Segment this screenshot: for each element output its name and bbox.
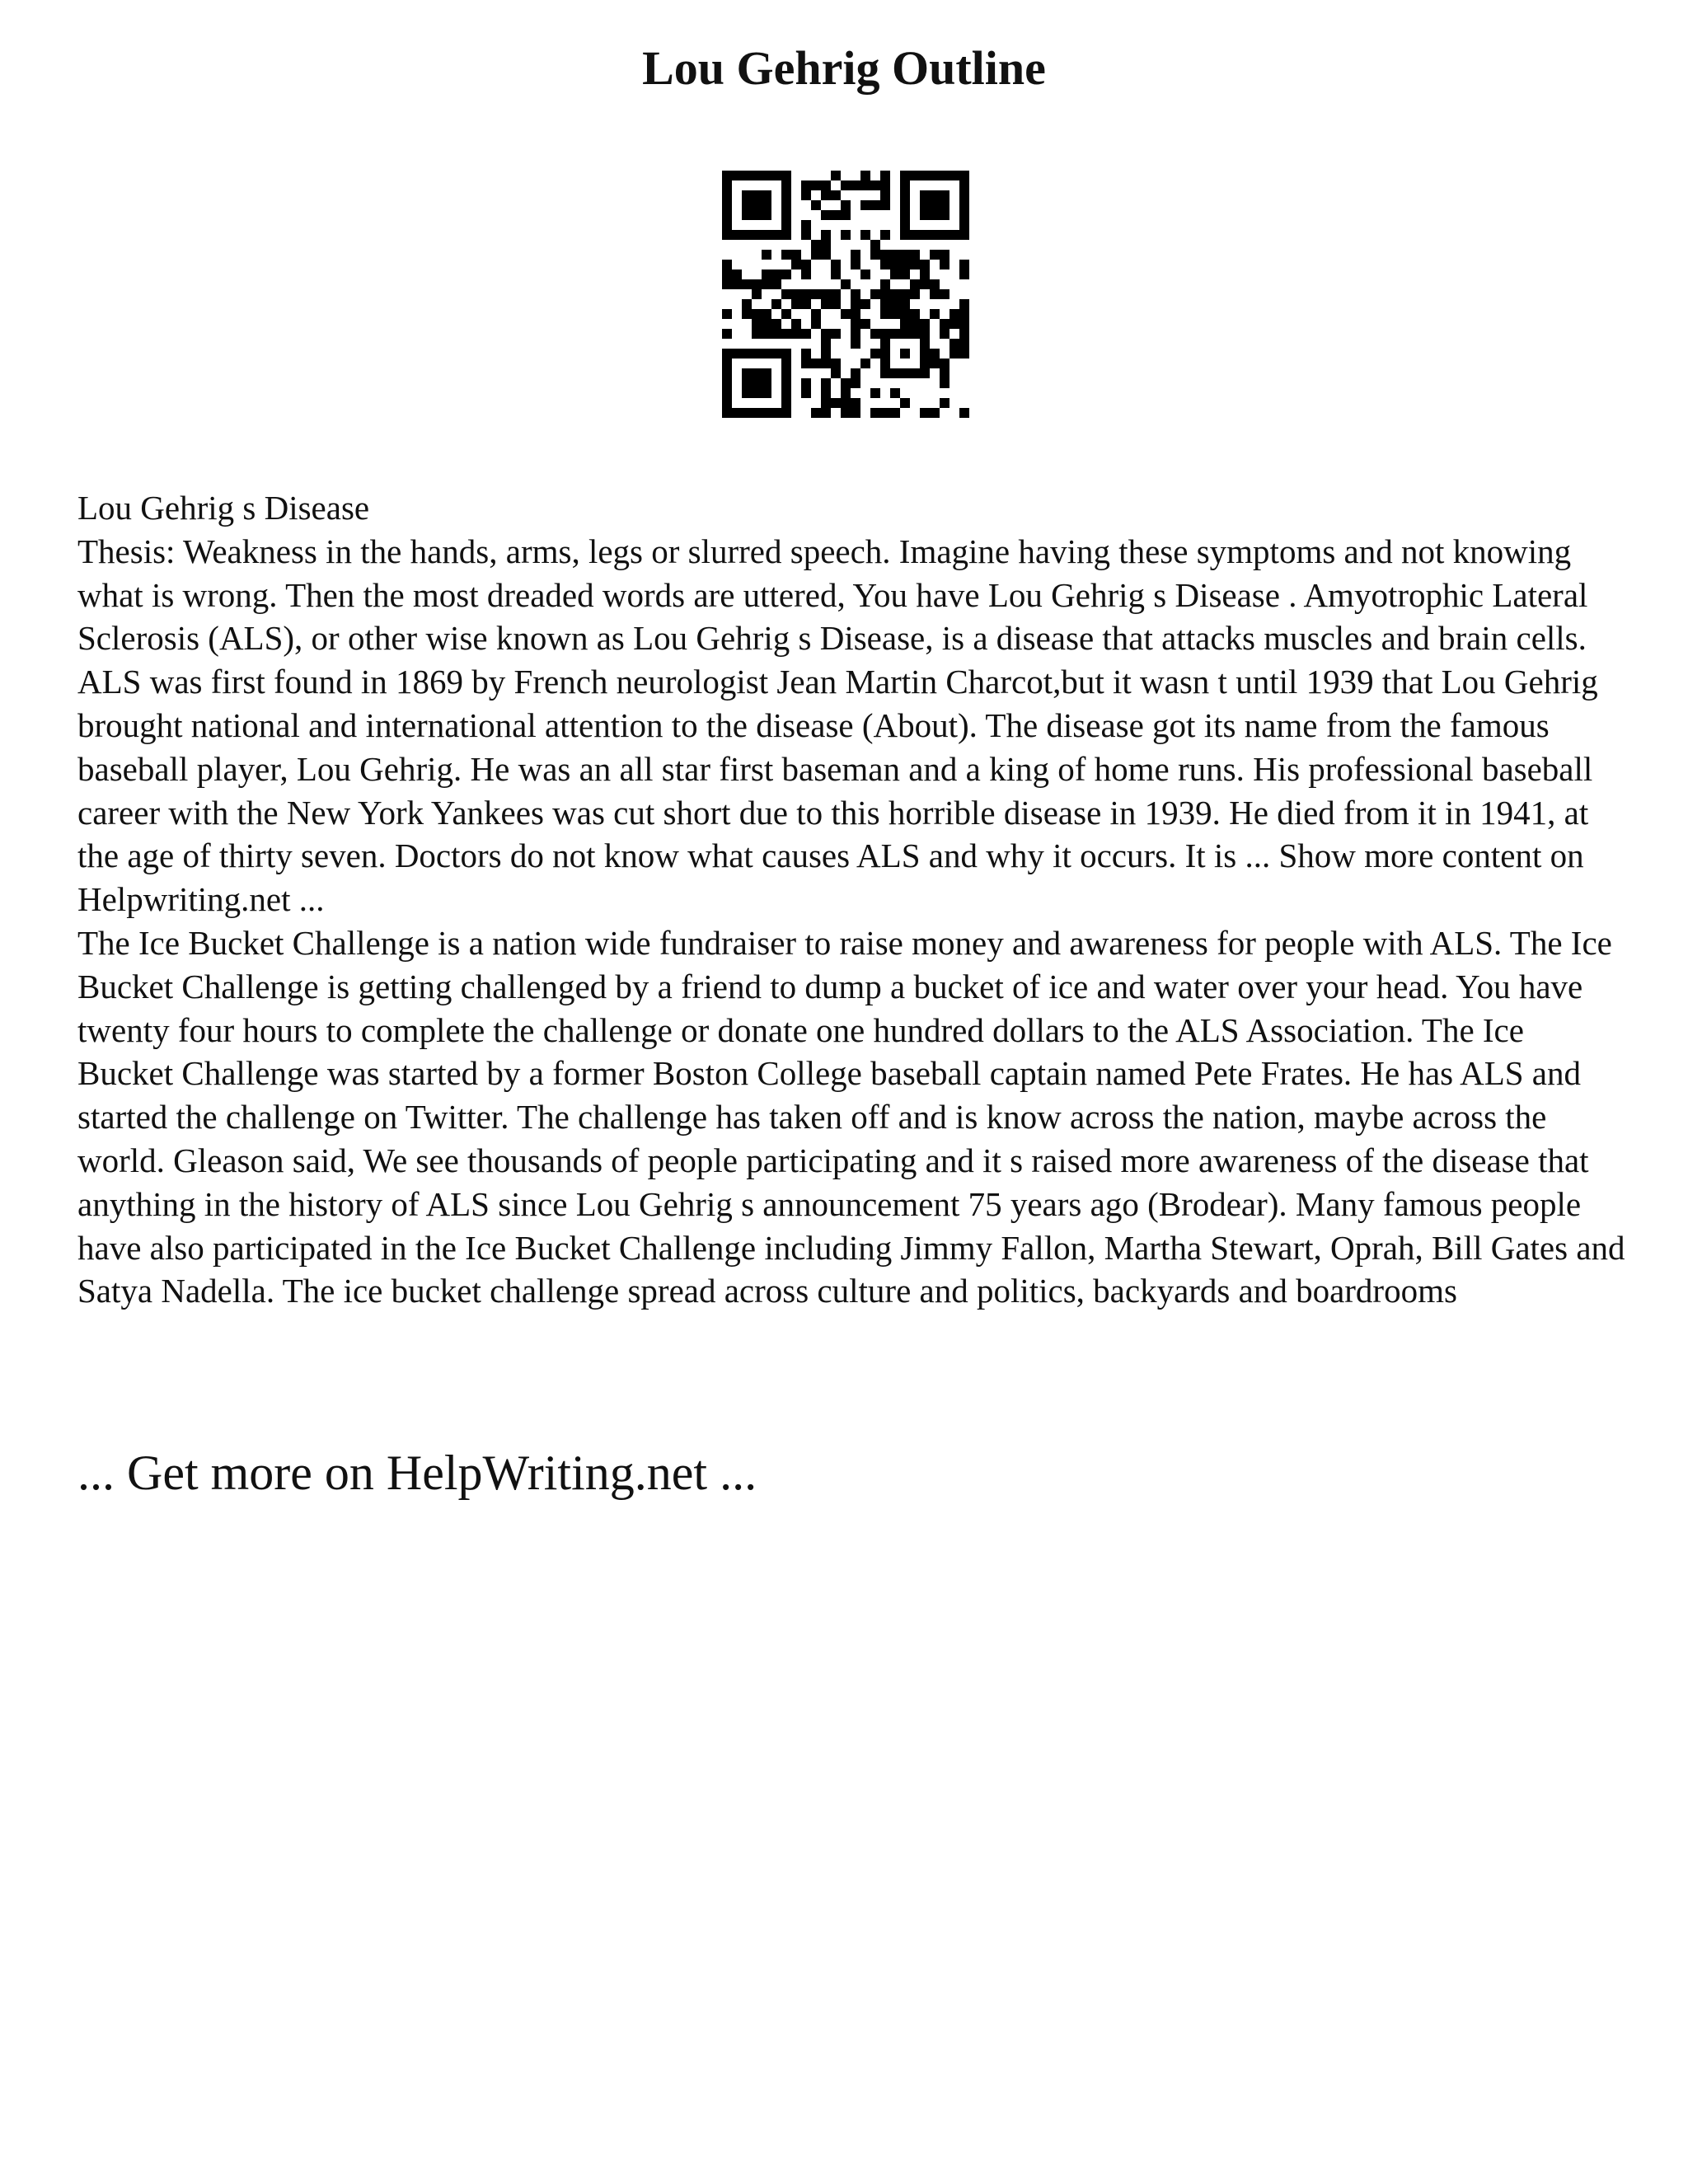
paragraph-ice-bucket: The Ice Bucket Challenge is a nation wide fundraiser to raise money and awareness for people with ALS. The Ice Bucket Challenge is getting challenged by a friend to dump a bucket of ice and water over your head. You have twenty four hours to complete the challenge or donate one hundred dollars to the ALS Association. The Ice Bucket Challenge was started by a former Boston College baseball captain named Pete Frates. He has ALS and started the challenge on Twitter. The challenge has taken off and is know across the nation, maybe across the world. Gleason said, We see thousands of people participating and it s raised more awareness of the disease that anything in the history of ALS since Lou Gehrig s announcement 75 years ago (Brodear). Many famous people have also participated in the Ice Bucket Challenge including Jimmy Fallon, Martha Stewart, Oprah, Bill Gates and Satya Nadella. The ice bucket challenge spread across culture and politics, backyards and boardrooms — [77, 923, 1625, 1310]
section-heading: Lou Gehrig s Disease — [77, 489, 370, 527]
get-more-link[interactable]: ... Get more on HelpWriting.net ... — [77, 1446, 757, 1500]
paragraph-thesis: Thesis: Weakness in the hands, arms, legs or slurred speech. Imagine having these symptoms and not knowing what is wrong. Then the most dreaded words are uttered, You have Lou Gehrig s Disease . Amyotrophic Lateral Sclerosis (ALS), or other wise known as Lou Gehrig s Disease, is a disease that attacks muscles and brain cells. ALS was first found in 1869 by French neurologist Jean Martin Charcot,but it wasn t until 1939 that Lou Gehrig brought national and international attention to the disease (About). The disease got its name from the famous baseball player, Lou Gehrig. He was an all star first baseman and a king of home runs. His professional baseball career with the New York Yankees was cut short due to this horrible disease in 1939. He died from it in 1941, at the age of thirty seven. Doctors do not know what causes ALS and why it occurs. It is ... Show more content on Helpwriting.net ... — [77, 532, 1598, 919]
article-body — [77, 486, 1627, 1313]
page-title: Lou Gehrig Outline — [642, 41, 1046, 95]
qr-code-icon — [722, 171, 969, 418]
